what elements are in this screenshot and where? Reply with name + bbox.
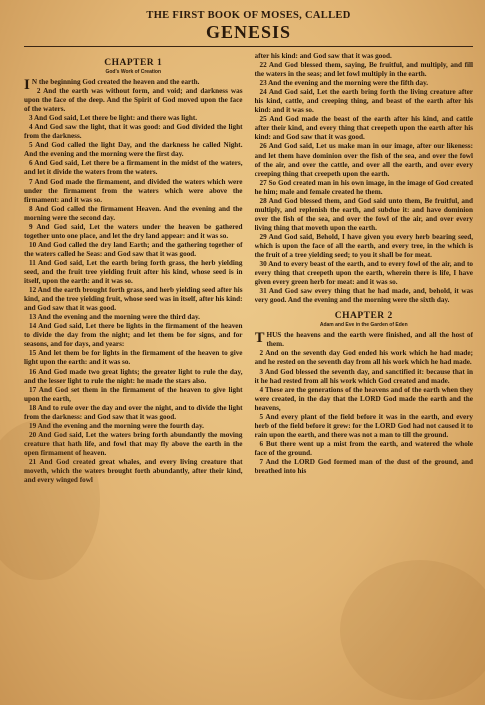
verse xyxy=(255,233,474,260)
verse xyxy=(255,458,474,476)
verse xyxy=(24,286,243,313)
verse xyxy=(24,123,243,141)
verse-text: 17 And God set them in the firmament of the heaven to give light upon the earth, xyxy=(24,385,243,403)
verse xyxy=(255,197,474,233)
verse-text: 16 And God made two great lights; the greater light to rule the day, and the lesser light to rule the night: he made the stars also. xyxy=(24,367,243,385)
verse xyxy=(255,142,474,178)
verse xyxy=(24,322,243,349)
chapter-title: CHAPTER 2 xyxy=(334,311,393,322)
verse-text: 2 And on the seventh day God ended his work which he had made; and he rested on the seventh day from all his work which he had made. xyxy=(254,349,473,367)
drop-cap: T xyxy=(254,330,265,347)
verse-text: 2 And the earth was without form, and void; and darkness was upon the face of the deep. And the Spirit of God moved upon the face of the waters. xyxy=(24,87,243,114)
verse-list xyxy=(24,78,243,485)
verse-text: 30 And to every beast of the earth, and to every fowl of the air, and to every thing that creepeth upon the earth, wherein there is life, I have given every green herb for meat: and it was so. xyxy=(254,260,473,287)
verse xyxy=(24,205,243,223)
verse xyxy=(255,440,474,458)
verse-text: N the beginning God created the heaven and the earth. xyxy=(31,78,200,86)
verse-text: 23 And the evening and the morning were the fifth day. xyxy=(259,79,429,88)
verse xyxy=(24,159,243,177)
verse xyxy=(24,178,243,205)
verse-text: 4 These are the generations of the heavens and of the earth when they were created, in the day that the LORD God made the earth and the heavens, xyxy=(254,385,473,412)
verse-text: 5 And every plant of the field before it was in the earth, and every herb of the field before it grew: for the LORD God had not caused it to rain upon the earth, and there was not a man to till the ground. xyxy=(254,412,473,439)
verse xyxy=(24,114,243,123)
text-columns xyxy=(24,52,473,692)
verse-text: 29 And God said, Behold, I have given you every herb bearing seed, which is upon the face of all the earth, and every tree, in the which is the fruit of a tree yielding seed; to you it shall be for meat. xyxy=(254,232,473,260)
verse-text: 3 And God said, Let there be light: and there was light. xyxy=(29,114,198,123)
verse xyxy=(24,259,243,286)
verse xyxy=(24,77,243,93)
verse-text: 21 And God created great whales, and every living creature that moveth, which the waters brought forth abundantly, after their kind, and every winged fowl xyxy=(24,457,243,485)
verse-text: 6 And God said, Let there be a firmament in the midst of the waters, and let it divide the waters from the waters. xyxy=(24,159,243,177)
verse-text: 8 And God called the firmament Heaven. And the evening and the morning were the second day. xyxy=(24,204,243,222)
right-column xyxy=(255,52,474,692)
verse xyxy=(24,431,243,458)
verse xyxy=(24,422,243,431)
verse xyxy=(24,404,243,422)
verse xyxy=(24,368,243,386)
verse-text: 28 And God blessed them, and God said unto them, Be fruitful, and multiply, and replenish the earth, and subdue it: and have dominion over the fish of the sea, and over the fowl of the air, and over every living thing that moveth upon the earth. xyxy=(254,196,473,232)
chapter-subtitle: Adam and Eve in the Garden of Eden xyxy=(319,322,408,329)
verse-text: 12 And the earth brought forth grass, and herb yielding seed after his kind, and the tree yielding fruit, whose seed was in itself, after his kind: and God saw that it was good. xyxy=(24,286,243,313)
verse-text: 25 And God made the beast of the earth after his kind, and cattle after their kind, and every thing that creepeth upon the earth after his kind: and God saw that it was good. xyxy=(254,115,473,142)
left-column xyxy=(24,52,243,692)
verse-text: 22 And God blessed them, saying, Be fruitful, and multiply, and fill the waters in the seas; and let fowl multiply in the earth. xyxy=(254,61,473,79)
verse-text: 20 And God said, Let the waters bring forth abundantly the moving creature that hath life, and fowl that may fly above the earth in the open firmament of heaven. xyxy=(24,430,243,457)
verse-text: 18 And to rule over the day and over the night, and to divide the light from the darkness: and God saw that it was good. xyxy=(24,403,243,421)
chapter-title: CHAPTER 1 xyxy=(104,58,163,68)
verse-text: 31 And God saw every thing that he had made, and, behold, it was very good. And the evening and the morning were the sixth day. xyxy=(254,287,473,305)
verse-text: 14 And God said, Let there be lights in the firmament of the heaven to divide the day from the night; and let them be for signs, and for seasons, and for days, and years: xyxy=(24,322,243,349)
drop-cap: I xyxy=(24,77,30,93)
verse xyxy=(24,241,243,259)
verse xyxy=(24,223,243,241)
verse-text: 5 And God called the light Day, and the darkness he called Night. And the evening and the morning were the first day. xyxy=(24,141,243,159)
book-name: GENESIS xyxy=(205,22,292,42)
verse-text: 26 And God said, Let us make man in our image, after our likeness: and let them have dominion over the fish of the sea, and over the fowl of the air, and over the cattle, and over all the earth, and over every creeping thing that creepeth upon the earth. xyxy=(254,142,473,178)
verse xyxy=(255,349,474,367)
verse-text: 9 And God said, Let the waters under the heaven be gathered together unto one place, and let the dry land appear: and it was so. xyxy=(24,222,243,240)
verse xyxy=(255,61,474,79)
verse-text: HUS the heavens and the earth were finished, and all the host of them. xyxy=(266,331,473,349)
verse xyxy=(255,179,474,197)
verse xyxy=(24,141,243,159)
verse xyxy=(255,386,474,413)
verse-text: 27 So God created man in his own image, in the image of God created he him; male and female created he them. xyxy=(254,178,473,196)
verse xyxy=(24,458,243,485)
chapter-subtitle: God's Work of Creation xyxy=(105,69,162,75)
verse xyxy=(255,413,474,440)
verse-text: 3 And God blessed the seventh day, and sanctified it: because that in it he had rested from all his work which God created and made. xyxy=(254,367,473,385)
verse-text: 19 And the evening and the morning were the fourth day. xyxy=(29,421,204,430)
verse-text: 7 And God made the firmament, and divided the waters which were under the firmament from the waters which were above the firmament: and it was so. xyxy=(24,177,243,204)
verse xyxy=(255,260,474,287)
verse-text: 15 And let them be for lights in the firmament of the heaven to give light upon the earth: and it was so. xyxy=(24,349,243,367)
verse-continuation: after his kind: and God saw that it was good. xyxy=(254,52,392,60)
verse-list xyxy=(255,61,474,305)
verse xyxy=(24,87,243,114)
verse xyxy=(255,79,474,88)
verse-text: 6 But there went up a mist from the earth, and watered the whole face of the ground. xyxy=(254,439,473,457)
header-rule xyxy=(24,46,473,47)
running-title: THE FIRST BOOK OF MOSES, CALLED xyxy=(146,10,351,21)
verse xyxy=(255,331,474,349)
verse-text: 10 And God called the dry land Earth; and the gathering together of the waters called he Seas: and God saw that it was good. xyxy=(24,240,243,258)
verse xyxy=(24,386,243,404)
verse-text: 11 And God said, Let the earth bring forth grass, the herb yielding seed, and the fruit tree yielding fruit after his kind, whose seed is in itself, upon the earth: and it was so. xyxy=(24,258,243,286)
verse xyxy=(24,349,243,367)
verse xyxy=(255,287,474,305)
verse xyxy=(255,115,474,142)
verse-list xyxy=(255,331,474,476)
verse-text: 13 And the evening and the morning were the third day. xyxy=(29,313,200,322)
verse-text: 7 And the LORD God formed man of the dust of the ground, and breathed into his xyxy=(254,457,473,476)
verse xyxy=(255,368,474,386)
verse xyxy=(24,313,243,322)
verse-text: 24 And God said, Let the earth bring forth the living creature after his kind, cattle, and creeping thing, and beast of the earth after his kind: and it was so. xyxy=(254,88,473,115)
verse xyxy=(255,88,474,115)
verse-text: 4 And God saw the light, that it was good: and God divided the light from the darkness. xyxy=(24,123,243,141)
